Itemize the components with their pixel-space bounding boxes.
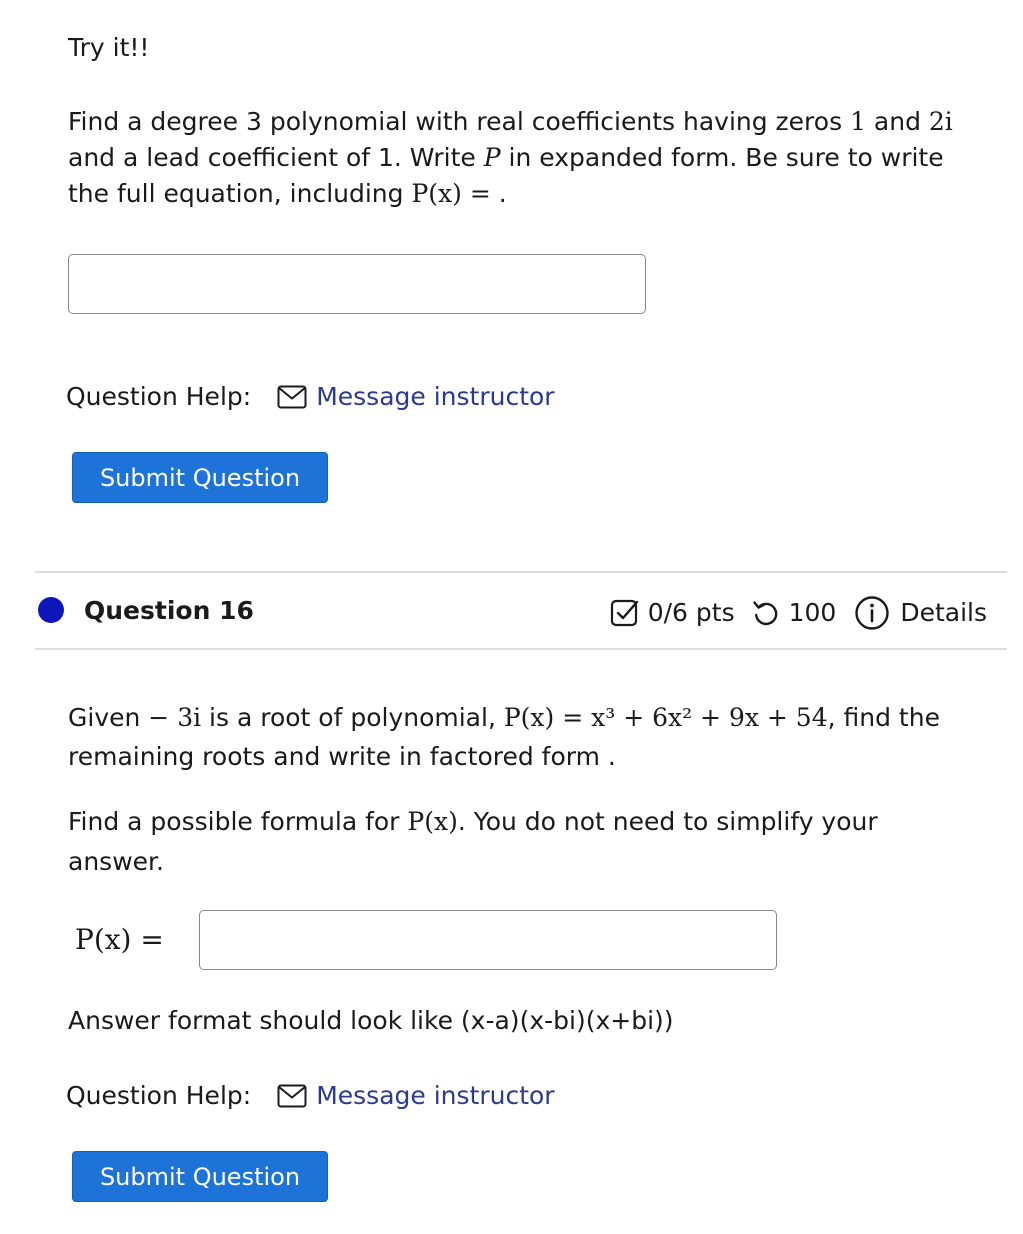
retry-icon <box>751 598 781 628</box>
q16-prompt <box>68 698 988 776</box>
q16-answer-label: P(x) = <box>75 923 164 956</box>
divider <box>35 648 1007 650</box>
q16-prompt-text: is a root of polynomial, <box>201 703 504 732</box>
q15-zero-1: 1 <box>850 107 866 136</box>
q16-given-root: − 3i <box>148 703 202 732</box>
details-toggle[interactable] <box>854 595 987 631</box>
mail-icon <box>277 385 307 409</box>
q16-prompt-text: , find the remaining roots and write in factored form . <box>68 703 940 771</box>
q15-prompt-text: Find a degree 3 polynomial with real coefficients having zeros <box>68 107 851 136</box>
status-dot <box>38 597 64 623</box>
score-value: 0/6 pts <box>647 598 735 627</box>
q16-submit-button[interactable]: Submit Question <box>72 1151 328 1202</box>
q15-zero-2: 2i <box>928 107 953 136</box>
q16-task-text: Find a possible formula for <box>68 807 408 836</box>
question-status-bar <box>610 595 987 631</box>
q15-answer-input[interactable] <box>68 254 646 314</box>
q15-prompt-text: and <box>865 107 929 136</box>
question-help-label: Question Help: <box>66 1081 252 1110</box>
q15-prompt-text: and a lead coefficient of 1. Write <box>68 143 484 172</box>
q15-prompt-text: in expanded form. Be sure to write the full equation, including <box>68 143 944 208</box>
q16-task-text: . You do not need to simplify your answer. <box>68 807 878 876</box>
question-help-label: Question Help: <box>66 382 252 411</box>
answer-format-hint: Answer format should look like (x-a)(x-bi)(x+bi)) <box>68 1006 674 1035</box>
q15-var-p: P <box>483 143 501 172</box>
score-status <box>610 595 735 631</box>
attempts-status <box>751 595 837 631</box>
q15-equation-stub: P(x) = <box>411 179 491 208</box>
q16-question-help <box>66 1078 555 1114</box>
q15-submit-button[interactable]: Submit Question <box>72 452 328 503</box>
q16-prompt-text: Given <box>68 703 149 732</box>
message-instructor-link[interactable]: Message instructor <box>316 1081 555 1110</box>
q16-poly-rhs: x³ + 6x² + 9x + 54 <box>591 703 828 732</box>
q15-prompt <box>68 104 988 212</box>
q15-question-help <box>66 379 555 415</box>
q16-answer-input[interactable] <box>199 910 777 970</box>
info-icon <box>854 595 890 631</box>
q16-poly-lhs: P(x) = <box>503 703 584 732</box>
q16-task-function: P(x) <box>407 807 458 836</box>
message-instructor-link[interactable]: Message instructor <box>316 382 555 411</box>
details-label: Details <box>900 598 987 627</box>
divider <box>35 571 1007 573</box>
question-title: Question 16 <box>84 596 254 625</box>
try-it-heading: Try it!! <box>68 33 150 62</box>
attempts-value: 100 <box>788 598 837 627</box>
q16-task <box>68 802 968 882</box>
checkbox-icon <box>610 598 640 628</box>
q15-prompt-text: . <box>490 179 507 208</box>
mail-icon <box>277 1084 307 1108</box>
